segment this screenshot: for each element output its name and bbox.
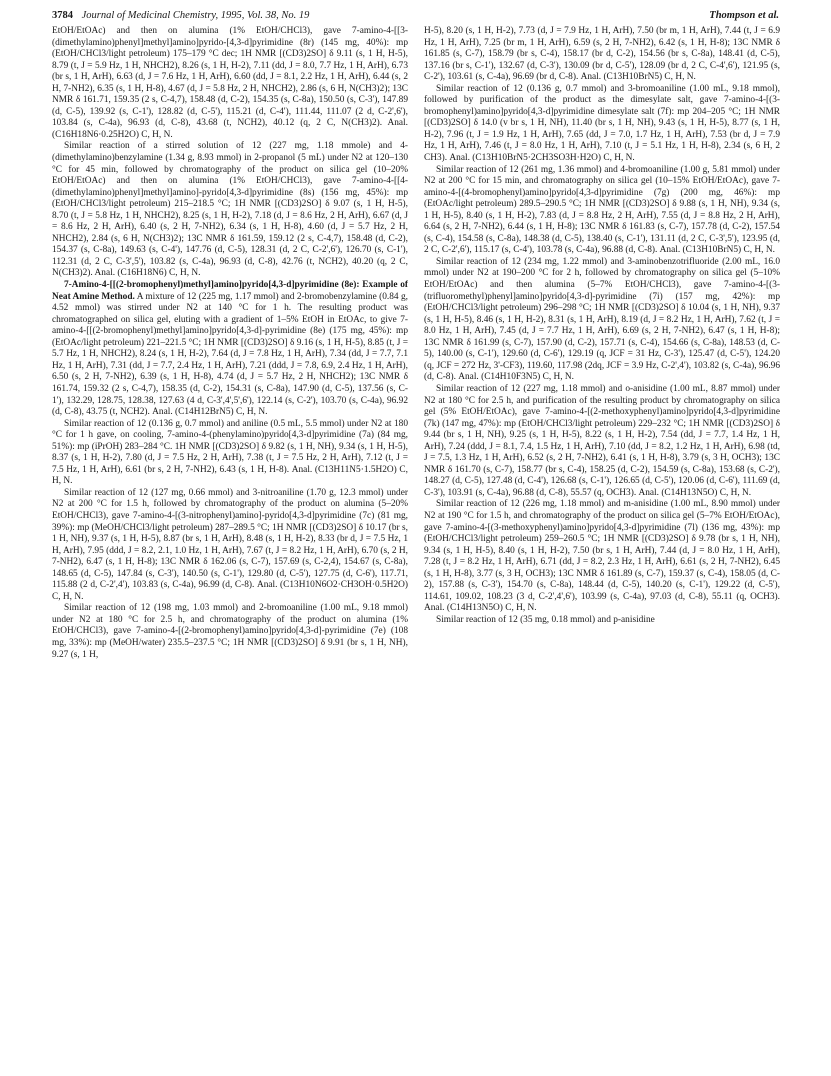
paragraph [424, 257, 780, 384]
running-author: Thompson et al. [709, 10, 779, 21]
right-text-column [424, 26, 780, 1066]
left-text-column [52, 26, 408, 1066]
paragraph-text: Similar reaction of 12 (227 mg, 1.18 mmol) and o-anisidine (1.00 mL, 8.87 mmol) under N2 at 180 °C for 2.5 h, and purification of the resulting product by chromatography on silica gel (5% EtOH/EtOAc), gave 7-amino-4-[(2-methoxyphenyl)amino]pyrido[4,3-d]pyrimidine (7k) (147 mg, 47%): mp (EtOH/CHCl3/light petroleum) 229–232 °C; 1H NMR [(CD3)2SO] δ 9.44 (br s, 1 H, NH), 9.25 (s, 1 H, H-5), 8.22 (s, 1 H, H-2), 7.54 (dd, J = 7.7, 1.4 Hz, 1 H, ArH), 7.24 (ddd, J = 8.1, 7.4, 1.5 Hz, 1 H, ArH), 7.10 (dd, J = 8.2, 1.2 Hz, 1 H, ArH), 6.98 (td, J = 7.5, 1.3 Hz, 1 H, ArH), 6.52 (s, 2 H, 7-NH2), 6.41 (s, 1 H, H-8), 3.79 (s, 3 H, OCH3); 13C NMR δ 161.70 (s, C-7), 158.77 (br s, C-4), 158.25 (d, C-2), 154.59 (s, C-8a), 153.68 (s, C-2'), 148.27 (d, C-5), 127.48 (d, C-4'), 126.68 (s, C-1'), 126.65 (d, C-5'), 120.06 (d, C-6'), 111.69 (d, C-3'), 103.91 (s, C-4a), 96.88 (d, C-8), 55.57 (q, OCH3). Anal. (C14H13N5O) C, H, N. [424, 383, 780, 498]
paragraph [52, 419, 408, 488]
paragraph [52, 141, 408, 280]
paragraph [424, 615, 780, 627]
running-header [52, 10, 779, 26]
paragraph-text: A mixture of 12 (225 mg, 1.17 mmol) and 2-bromobenzylamine (0.84 g, 4.52 mmol) was stirred under N2 at 140 °C for 1 h. The resulting product was chromatographed on silica gel, eluting with a gradient of 1–5% EtOH in EtOAc, to give 7-amino-4-[[(2-bromophenyl)methyl]amino]pyrido[4,3-d]-pyrimidine (8e) (175 mg, 45%): mp (EtOAc/light petroleum) 221–221.5 °C; 1H NMR [(CD3)2SO] δ 9.16 (s, 1 H, H-5), 8.85 (t, J = 5.7 Hz, 1 H, NHCH2), 8.24 (s, 1 H, H-2), 7.64 (d, J = 7.8 Hz, 1 H, ArH), 7.34 (dd, J = 7.7, 7.1 Hz, 1 H, ArH), 7.31 (dd, J = 7.7, 2.4 Hz, 1 H, ArH), 7.21 (ddd, J = 7.8, 6.9, 2.4 Hz, 1 H, ArH), 6.50 (s, 2 H, 7-NH2), 6.39 (s, 1 H, H-8), 4.74 (d, J = 5.7 Hz, 2 H, NHCH2); 13C NMR δ 161.74, 159.32 (2 s, C-4,7), 158.35 (d, C-2), 154.31 (s, C-8a), 147.90 (d, C-5), 137.56 (s, C-1'), 132.29, 128.75, 128.38, 127.63 (4 d, C-3',4',5',6'), 122.14 (s, C-2'), 103.70 (s, C-4a), 96.92 (d, C-8), 43.75 (t, NCH2). Anal. (C14H12BrN5) C, H, N. [52, 291, 408, 418]
paragraph-text: H-5), 8.20 (s, 1 H, H-2), 7.73 (d, J = 7.9 Hz, 1 H, ArH), 7.50 (br m, 1 H, ArH), 7.44 (t, J = 6.9 Hz, 1 H, ArH), 7.25 (br m, 1 H, ArH), 6.59 (s, 2 H, 7-NH2), 6.42 (s, 1 H, H-8); 13C NMR δ 161.85 (s, C-7), 158.79 (br s, C-4), 158.17 (br d, C-2), 154.56 (br s, C-8a), 148.41 (d, C-5), 137.16 (br s, C-1'), 132.67 (d, C-3'), 130.09 (br d, C-5'), 128.09 (br d, 2 C, C-4',6'), 121.95 (s, C-2'), 103.61 (s, C-4a), 96.69 (br d, C-8). Anal. (C13H10BrN5) C, H, N. [424, 26, 780, 83]
paragraph [424, 26, 780, 84]
paragraph [424, 499, 780, 614]
journal-citation: Journal of Medicinal Chemistry, 1995, Vol. 38, No. 19 [81, 10, 310, 21]
page-number: 3784 [52, 10, 73, 21]
paragraph [52, 26, 408, 141]
paragraph-text: Similar reaction of 12 (0.136 g, 0.7 mmol) and 3-bromoaniline (1.00 mL, 9.18 mmol), followed by purification of the product as the dimesylate salt, gave 7-amino-4-[(3-bromophenyl)amino]pyrido[4,3-d]pyrimidine dimesylate salt (7f): mp 204–205 °C; 1H NMR [(CD3)2SO] δ 14.0 (v br s, 1 H, NH), 11.40 (br s, 1 H, NH), 9.43 (s, 1 H, H-5), 8.77 (s, 1 H, H-2), 7.96 (t, J = 1.9 Hz, 1 H, ArH), 7.65 (dd, J = 7.0, 1.7 Hz, 1 H, ArH), 7.53 (br d, J = 7.9 Hz, 1 H, ArH), 7.46 (t, J = 8.0 Hz, 1 H, ArH), 7.10 (t, J = 5.1 Hz, 1 H, H-8), 2.34 (s, 6 H, 2 CH3). Anal. (C13H10BrN5·2CH3SO3H·H2O) C, H, N. [424, 83, 780, 164]
paragraph-text: Similar reaction of 12 (127 mg, 0.66 mmol) and 3-nitroaniline (1.70 g, 12.3 mmol) under N2 at 200 °C for 1.5 h, followed by chromatography of the product on alumina (5–20% EtOH/CHCl3), gave 7-amino-4-[(3-nitrophenyl)amino]-pyrido[4,3-d]pyrimidine (7c) (81 mg, 39%): mp (MeOH/CHCl3/light petroleum) 287–289.5 °C; 1H NMR [(CD3)2SO] δ 10.17 (br s, 1 H, NH), 9.37 (s, 1 H, H-5), 8.87 (br s, 1 H, ArH), 8.48 (s, 1 H, H-2), 8.33 (br d, J = 7.5 Hz, 1 H, ArH), 7.95 (ddd, J = 8.2, 2.1, 1.0 Hz, 1 H, ArH), 7.67 (t, J = 8.2 Hz, 1 H, ArH), 6.70 (s, 2 H, 7-NH2), 6.47 (s, 1 H, H-8); 13C NMR δ 162.06 (s, C-7), 157.69 (s, C-2,4), 154.67 (s, C-8a), 148.65 (d, C-5), 147.84 (s, C-3'), 140.50 (s, C-1'), 129.80 (d, C-5'), 127.75 (d, C-6'), 117.71, 115.88 (2 d, C-2',4'), 103.83 (s, C-4a), 96.99 (d, C-8). Anal. (C13H10N6O2·CH3OH·0.5H2O) C, H, N. [52, 487, 408, 602]
paragraph-text: EtOH/EtOAc) and then on alumina (1% EtOH/CHCl3), gave 7-amino-4-[[3-(dimethylamino)phenyl]methyl]amino]pyrido-[4,3-d]pyrimidine (8r) (145 mg, 40%): mp (EtOH/CHCl3/light petroleum) 175–179 °C dec; 1H NMR [(CD3)2SO] δ 9.11 (s, 1 H, H-5), 8.79 (t, J = 5.9 Hz, 1 H, NHCH2), 8.26 (s, 1 H, H-2), 7.11 (dd, J = 8.0, 7.7 Hz, 1 H, ArH), 6.73 (br s, 1 H, ArH), 6.63 (d, J = 7.6 Hz, 1 H, ArH), 6.60 (dd, J = 8.1, 2.2 Hz, 1 H, ArH), 6.44 (s, 2 H, 7-NH2), 6.35 (s, 1 H, H-8), 4.67 (d, J = 5.8 Hz, 2 H, NHCH2), 2.86 (s, 6 H, N(CH3)2); 13C NMR δ 161.71, 159.35 (2 s, C-4,7), 158.48 (d, C-2), 154.35 (s, C-8a), 150.50 (s, C-3'), 147.89 (d, C-5), 139.92 (s, C-1'), 128.82 (d, C-5'), 115.21 (d, C-4'), 111.44, 111.07 (2 d, C-2',6'), 103.84 (s, C-4a), 96.93 (d, C-8), 43.68 (t, NCH2), 40.12 (q, 2 C, N(CH3)2). Anal. (C16H18N6·0.25H2O) C, H, N. [52, 26, 408, 140]
paragraph-text: Similar reaction of a stirred solution of 12 (227 mg, 1.18 mmole) and 4-(dimethylamino)benzylamine (1.34 g, 8.93 mmol) in 2-propanol (5 mL) under N2 at 120–130 °C for 45 min, followed by chromatography of the product on silica gel (10–20% EtOH/EtOAc) and then on alumina (1% EtOH/CHCl3), gave 7-amino-4-[[4-(dimethylamino)phenyl]methyl]amino]-pyrido[4,3-d]pyrimidine (8s) (156 mg, 45%): mp (EtOH/CHCl3/light petroleum) 215–218.5 °C; 1H NMR [(CD3)2SO] δ 9.07 (s, 1 H, H-5), 8.70 (t, J = 5.8 Hz, 1 H, NHCH2), 8.25 (s, 1 H, H-2), 7.18 (d, J = 8.6 Hz, 2 H, ArH), 6.67 (d, J = 8.6 Hz, 2 H, ArH), 6.40 (s, 2 H, 7-NH2), 6.34 (s, 1 H, H-8), 4.60 (d, J = 5.7 Hz, 2 H, NHCH2), 2.84 (s, 6 H, N(CH3)2); 13C NMR δ 161.59, 159.12 (2 s, C-4,7), 158.48 (d, C-2), 154.37 (s, C-8a), 149.63 (s, C-4'), 147.76 (d, C-5), 128.31 (d, 2 C, C-2',6'), 126.70 (s, C-1'), 112.31 (d, 2 C, C-3',5'), 103.82 (s, C-4a), 96.93 (d, C-8), 42.76 (t, NCH2), 40.20 (q, 2 C, N(CH3)2). Anal. (C16H18N6) C, H, N. [52, 141, 408, 279]
paragraph [52, 603, 408, 661]
paragraph [52, 280, 408, 419]
paragraph [424, 84, 780, 165]
paragraph-heading: 7-Amino-4-[[(2-bromophenyl)methyl]amino]pyrido[4,3-d]pyrimidine (8e): Example of Neat Amine Method. [52, 280, 408, 302]
paragraph-text: Similar reaction of 12 (226 mg, 1.18 mmol) and m-anisidine (1.00 mL, 8.90 mmol) under N2 at 190 °C for 1.5 h, and chromatography of the product on silica gel (5–7% EtOH/EtOAc), gave 7-amino-4-[(3-methoxyphenyl)amino]pyrido[4,3-d]pyrimidine (7l) (136 mg, 43%): mp (EtOH/CHCl3/light petroleum) 259–260.5 °C; 1H NMR [(CD3)2SO] δ 9.78 (br s, 1 H, NH), 9.34 (s, 1 H, H-5), 8.40 (s, 1 H, H-2), 7.50 (br s, 1 H, ArH), 7.44 (d, J = 8.0 Hz, 1 H, ArH), 7.28 (t, J = 8.2 Hz, 1 H, ArH), 6.71 (dd, J = 8.2, 2.3 Hz, 1 H, ArH), 6.61 (s, 2 H, 7-NH2), 6.45 (s, 1 H, H-8), 3.77 (s, 3 H, OCH3); 13C NMR δ 161.89 (s, C-7), 159.37 (s, C-4), 158.05 (d, C-2), 157.88 (s, C-3'), 154.70 (s, C-8a), 148.44 (d, C-5), 140.20 (s, C-1'), 129.22 (d, C-5'), 114.61, 109.02, 108.23 (3 d, C-2',4',6'), 103.99 (s, C-4a), 97.03 (d, C-8), 55.11 (q, OCH3). Anal. (C14H13N5O) C, H, N. [424, 499, 780, 614]
paragraph-text: Similar reaction of 12 (261 mg, 1.36 mmol) and 4-bromoaniline (1.00 g, 5.81 mmol) under N2 at 200 °C for 15 min, and chromatography on silica gel (10–15% EtOH/EtOAc), gave 7-amino-4-[(4-bromophenyl)amino]pyrido[4,3-d]pyrimidine (7g) (200 mg, 46%): mp (EtOAc/light petroleum) 289.5–290.5 °C; 1H NMR [(CD3)2SO] δ 9.88 (s, 1 H, NH), 9.34 (s, 1 H, H-5), 8.40 (s, 1 H, H-2), 7.83 (d, J = 8.8 Hz, 2 H, ArH), 7.55 (d, J = 8.8 Hz, 2 H, ArH), 6.64 (s, 2 H, 7-NH2), 6.44 (s, 1 H, H-8); 13C NMR δ 161.83 (s, C-7), 157.78 (d, C-2), 157.54 (s, C-4), 154.58 (s, C-8a), 148.38 (d, C-5), 138.40 (s, C-1'), 131.11 (d, 2 C, C-3',5'), 123.95 (d, 2 C, C-2',6'), 115.17 (s, C-4'), 103.78 (s, C-4a), 96.88 (d, C-8). Anal. (C13H10BrN5) C, H, N. [424, 164, 780, 256]
paragraph-text: Similar reaction of 12 (35 mg, 0.18 mmol) and p-anisidine [436, 614, 655, 625]
paragraph [52, 488, 408, 603]
paragraph-text: Similar reaction of 12 (234 mg, 1.22 mmol) and 3-aminobenzotrifluoride (2.00 mL, 16.0 mmol) under N2 at 190–200 °C for 2 h, followed by chromatography on silica gel (5–10% EtOH/EtOAc) and then alumina (5–7% EtOH/CHCl3), gave 7-amino-4-[(3-(trifluoromethyl)phenyl]amino]pyrido[4,3-d]-pyrimidine (7i) (157 mg, 42%): mp (EtOH/CHCl3/light petroleum) 296–298 °C; 1H NMR [(CD3)2SO] δ 10.04 (s, 1 H, NH), 9.37 (s, 1 H, H-5), 8.46 (s, 1 H, H-2), 8.31 (s, 1 H, ArH), 8.19 (d, J = 8.2 Hz, 1 H, ArH), 7.62 (t, J = 8.0 Hz, 1 H, ArH), 7.45 (d, J = 7.7 Hz, 1 H, ArH), 6.69 (s, 2 H, 7-NH2), 6.47 (s, 1 H, H-8); 13C NMR δ 161.99 (s, C-7), 157.90 (d, C-2), 157.71 (s, C-4), 154.66 (s, C-8a), 148.53 (d, C-5), 140.00 (s, C-1'), 129.60 (d, C-6'), 129.19 (q, JCF = 31 Hz, C-3'), 125.47 (d, C-5'), 124.20 (q, JCF = 272 Hz, 3'-CF3), 119.60, 117.98 (2dq, JCF = 3.9 Hz, C-2',4'), 103.82 (s, C-4a), 96.96 (d, C-8). Anal. (C14H10F3N5) C, H, N. [424, 256, 780, 383]
paragraph [424, 384, 780, 499]
paragraph-text: Similar reaction of 12 (198 mg, 1.03 mmol) and 2-bromoaniline (1.00 mL, 9.18 mmol) under N2 at 180 °C for 2.5 h, and chromatography of the product on alumina (1% EtOH/CHCl3), gave 7-amino-4-[(2-bromophenyl)amino]pyrido[4,3-d]-pyrimidine (7e) (108 mg, 33%): mp (MeOH/water) 235.5–237.5 °C; 1H NMR [(CD3)2SO] δ 9.91 (br s, 1 H, NH), 9.27 (s, 1 H, [52, 603, 408, 660]
paragraph [424, 165, 780, 257]
paragraph-text: Similar reaction of 12 (0.136 g, 0.7 mmol) and aniline (0.5 mL, 5.5 mmol) under N2 at 180 °C for 1 h gave, on cooling, 7-amino-4-(phenylamino)pyrido[4,3-d]pyrimidine (7a) (84 mg, 51%): mp (iPrOH) 283–284 °C. 1H NMR [(CD3)2SO] δ 9.82 (s, 1 H, NH), 9.34 (s, 1 H, H-5), 8.37 (s, 1 H, H-2), 7.80 (d, J = 7.5 Hz, 2 H, ArH), 7.38 (t, J = 7.5 Hz, 2 H, ArH), 7.12 (t, J = 7.5 Hz, 1 H, ArH), 6.61 (br s, 2 H, 7-NH2), 6.43 (s, 1 H, H-8). Anal. (C13H11N5·1.5H2O) C, H, N. [52, 418, 408, 487]
